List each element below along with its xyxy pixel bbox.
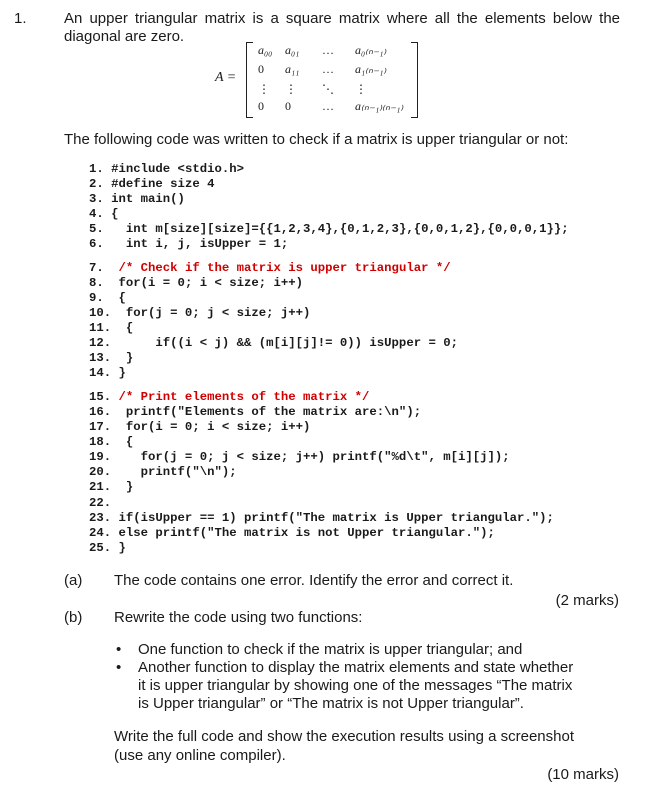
- code-text: }: [111, 351, 134, 365]
- code-text: {: [111, 321, 134, 335]
- matrix-cell: a₀₍ₙ₋₁₎: [355, 43, 387, 57]
- code-line: [89, 405, 421, 420]
- code-line-number: 14.: [89, 366, 112, 380]
- code-line-number: 7.: [89, 261, 104, 275]
- code-text: if((i < j) && (m[i][j]!= 0)) isUpper = 0;: [111, 336, 458, 350]
- code-line: [89, 321, 133, 336]
- matrix-cell: ⋮: [355, 82, 367, 96]
- matrix-cell: 0: [258, 62, 264, 76]
- code-line-number: 9.: [89, 291, 104, 305]
- bullet-text: Another function to display the matrix elements and state whether it is upper triangular by showing one of the messages “The matrix is Upper triangular” or “The matrix is not Upper triangular”.: [138, 659, 574, 712]
- matrix-cell: 0: [285, 99, 291, 113]
- code-line-number: 3.: [89, 192, 104, 206]
- code-text: int i, j, isUpper = 1;: [103, 237, 289, 251]
- code-line-number: 12.: [89, 336, 112, 350]
- code-line-number: 21.: [89, 480, 112, 494]
- code-text: else printf("The matrix is not Upper triangular.");: [111, 526, 495, 540]
- code-line: [89, 511, 554, 526]
- code-line: [89, 526, 495, 541]
- code-line: [89, 351, 133, 366]
- code-text: if(isUpper == 1) printf("The matrix is Upper triangular.");: [111, 511, 554, 525]
- bullet-dot-icon: •: [116, 641, 122, 658]
- code-text: }: [111, 541, 126, 555]
- code-line: [89, 465, 237, 480]
- part-b-instruction: Write the full code and show the execution results using a screenshot (use any online compiler).: [114, 728, 574, 764]
- question-intro: An upper triangular matrix is a square matrix where all the elements below the diagonal are zero.: [64, 10, 620, 45]
- code-line: [89, 390, 369, 405]
- code-line: [89, 435, 133, 450]
- code-line: [89, 420, 310, 435]
- code-line-number: 13.: [89, 351, 112, 365]
- code-comment: /* Print elements of the matrix */: [111, 390, 370, 404]
- code-line: [89, 291, 126, 306]
- code-text: }: [111, 366, 126, 380]
- code-line-number: 24.: [89, 526, 112, 540]
- matrix-cell: ⋮: [285, 82, 297, 96]
- code-line: [89, 541, 126, 556]
- part-b-text: Rewrite the code using two functions:: [114, 609, 363, 626]
- matrix-name: A =: [215, 70, 237, 85]
- code-line: [89, 450, 510, 465]
- code-text: #include <stdio.h>: [103, 162, 244, 176]
- code-line: [89, 306, 310, 321]
- code-line-number: 22.: [89, 496, 112, 510]
- code-line-number: 4.: [89, 207, 104, 221]
- matrix-cell: …: [322, 62, 334, 76]
- code-line-number: 20.: [89, 465, 112, 479]
- part-b-bullets: [114, 641, 584, 713]
- code-text: }: [111, 480, 134, 494]
- code-comment: /* Check if the matrix is upper triangular */: [103, 261, 451, 275]
- code-line-number: 19.: [89, 450, 112, 464]
- code-line-number: 23.: [89, 511, 112, 525]
- code-text: {: [111, 435, 134, 449]
- bullet-dot-icon: •: [116, 659, 122, 676]
- code-line-number: 15.: [89, 390, 112, 404]
- code-line: [89, 366, 126, 381]
- code-text: for(i = 0; i < size; i++): [103, 276, 304, 290]
- code-text: int main(): [103, 192, 185, 206]
- code-text: int m[size][size]={{1,2,3,4},{0,1,2,3},{0,0,1,2},{0,0,0,1}};: [103, 222, 569, 236]
- code-line: [89, 276, 303, 291]
- part-a-marks: (2 marks): [555, 592, 619, 609]
- left-bracket: [246, 42, 253, 118]
- code-line-number: 8.: [89, 276, 104, 290]
- code-line-number: 5.: [89, 222, 104, 236]
- code-line-number: 6.: [89, 237, 104, 251]
- matrix-cell: ⋱: [322, 82, 334, 96]
- code-text: #define size 4: [103, 177, 215, 191]
- code-intro: The following code was written to check if a matrix is upper triangular or not:: [64, 131, 569, 148]
- code-text: {: [103, 291, 126, 305]
- matrix-cell: a₀₀: [258, 43, 273, 57]
- code-line: [89, 207, 119, 222]
- part-a-label: (a): [64, 572, 83, 589]
- bullet-item: [114, 659, 584, 713]
- code-line: [89, 177, 214, 192]
- bullet-item: [114, 641, 584, 659]
- code-text: for(j = 0; j < size; j++): [111, 306, 311, 320]
- code-line-number: 1.: [89, 162, 104, 176]
- code-text: printf("\n");: [111, 465, 237, 479]
- matrix-cell: a₀₁: [285, 43, 300, 57]
- code-line: [89, 237, 288, 252]
- code-line-number: 18.: [89, 435, 112, 449]
- matrix-cell: …: [322, 99, 334, 113]
- question-number: 1.: [14, 10, 27, 27]
- code-line-number: 2.: [89, 177, 104, 191]
- matrix-cell: …: [322, 43, 334, 57]
- code-line: [89, 162, 244, 177]
- code-line: [89, 480, 133, 495]
- code-line: [89, 192, 185, 207]
- code-line: [89, 336, 458, 351]
- part-b-marks: (10 marks): [547, 766, 619, 783]
- code-text: {: [103, 207, 119, 221]
- code-line: [89, 261, 451, 276]
- code-line-number: 16.: [89, 405, 112, 419]
- part-a-text: The code contains one error. Identify the error and correct it.: [114, 572, 514, 589]
- matrix-cell: a₁₍ₙ₋₁₎: [355, 62, 387, 76]
- code-text: for(i = 0; i < size; i++): [111, 420, 311, 434]
- matrix-equation: [215, 40, 425, 120]
- code-line: [89, 222, 569, 237]
- right-bracket: [411, 42, 418, 118]
- code-line: [89, 496, 111, 511]
- matrix-cell: 0: [258, 99, 264, 113]
- bullet-text: One function to check if the matrix is upper triangular; and: [138, 641, 523, 658]
- code-line-number: 10.: [89, 306, 112, 320]
- code-text: for(j = 0; j < size; j++) printf("%d\t", m[i][j]);: [111, 450, 510, 464]
- code-line-number: 25.: [89, 541, 112, 555]
- code-line-number: 11.: [89, 321, 112, 335]
- code-line-number: 17.: [89, 420, 112, 434]
- matrix-cell: a₁₁: [285, 62, 300, 76]
- matrix-cell: a₍ₙ₋₁₎₍ₙ₋₁₎: [355, 99, 404, 113]
- matrix-cell: ⋮: [258, 82, 270, 96]
- code-text: printf("Elements of the matrix are:\n");: [111, 405, 422, 419]
- part-b-label: (b): [64, 609, 83, 626]
